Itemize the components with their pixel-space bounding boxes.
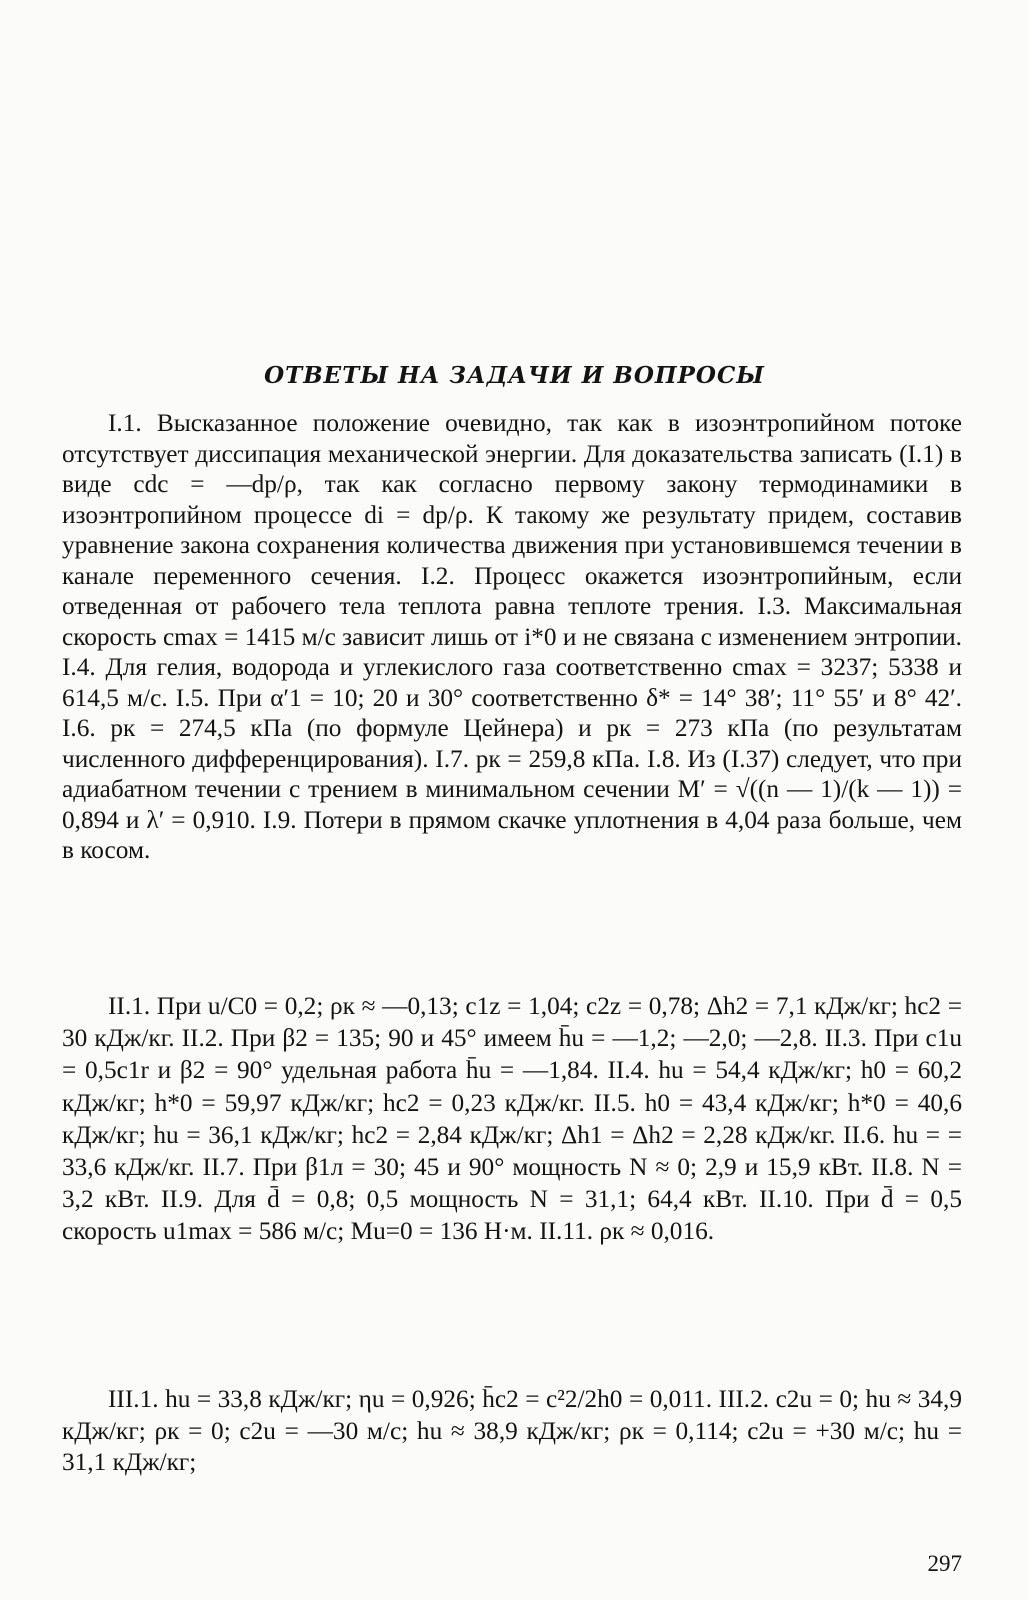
page-heading: ОТВЕТЫ НА ЗАДАЧИ И ВОПРОСЫ bbox=[264, 362, 765, 389]
answers-section-1: I.1. Высказанное положение очевидно, так как в изоэнтропийном потоке отсутствует диссипация механической энергии. Для доказательства записать (I.1) в виде cdc = —dp/ρ, так как согласно первому закону термодинамики в изоэнтропийном процессе di = dp/ρ. К такому же результату придем, составив уравнение закона сохранения количества движения при установившемся течении в канале переменного сечения. I.2. Процесс окажется изоэнтропийным, если отведенная от рабочего тела теплота равна теплоте трения. I.3. Максимальная скорость cmax = 1415 м/с зависит лишь от i*0 и не связана с изменением энтропии. I.4. Для гелия, водорода и углекислого газа соответственно cmax = 3237; 5338 и 614,5 м/с. I.5. При α′1 = 10; 20 и 30° соответственно δ* = 14° 38′; 11° 55′ и 8° 42′. I.6. pк = 274,5 кПа (по формуле Цейнера) и pк = 273 кПа (по результатам численного дифференцирования). I.7. pк = 259,8 кПа. I.8. Из (I.37) следует, что при адиабатном течении с трением в минимальном сечении M′ = √((n — 1)/(k — 1)) = 0,894 и λ′ = 0,910. I.9. Потери в прямом скачке уплотнения в 4,04 раза больше, чем в косом. bbox=[62, 409, 962, 864]
answers-section-2: II.1. При u/C0 = 0,2; ρк ≈ —0,13; c1z = 1,04; c2z = 0,78; Δh2 = 7,1 кДж/кг; hc2 = 30 кДж/кг. II.2. При β2 = 135; 90 и 45° имеем h̄u = —1,2; —2,0; —2,8. II.3. При c1u = 0,5c1r и β2 = 90° удельная работа h̄u = —1,84. II.4. hu = 54,4 кДж/кг; h0 = 60,2 кДж/кг; h*0 = 59,97 кДж/кг; hc2 = 0,23 кДж/кг. II.5. h0 = 43,4 кДж/кг; h*0 = 40,6 кДж/кг; hu = 36,1 кДж/кг; hc2 = 2,84 кДж/кг; Δh1 = Δh2 = 2,28 кДж/кг. II.6. hu = = 33,6 кДж/кг. II.7. При β1л = 30; 45 и 90° мощность N ≈ 0; 2,9 и 15,9 кВт. II.8. N = 3,2 кВт. II.9. Для d̄ = 0,8; 0,5 мощность N = 31,1; 64,4 кВт. II.10. При d̄ = 0,5 скорость u1max = 586 м/с; Mu=0 = 136 Н·м. II.11. ρк ≈ 0,016. bbox=[62, 992, 962, 1246]
answers-section-3: III.1. hu = 33,8 кДж/кг; ηu = 0,926; h̄c2 = c²2/2h0 = 0,011. III.2. c2u = 0; hu ≈ 34,9 кДж/кг; ρк = 0; c2u = —30 м/с; hu ≈ 38,9 кДж/кг; ρк = 0,114; c2u = +30 м/с; hu = 31,1 кДж/кг; bbox=[62, 1385, 962, 1476]
page-number: 297 bbox=[927, 1551, 962, 1576]
